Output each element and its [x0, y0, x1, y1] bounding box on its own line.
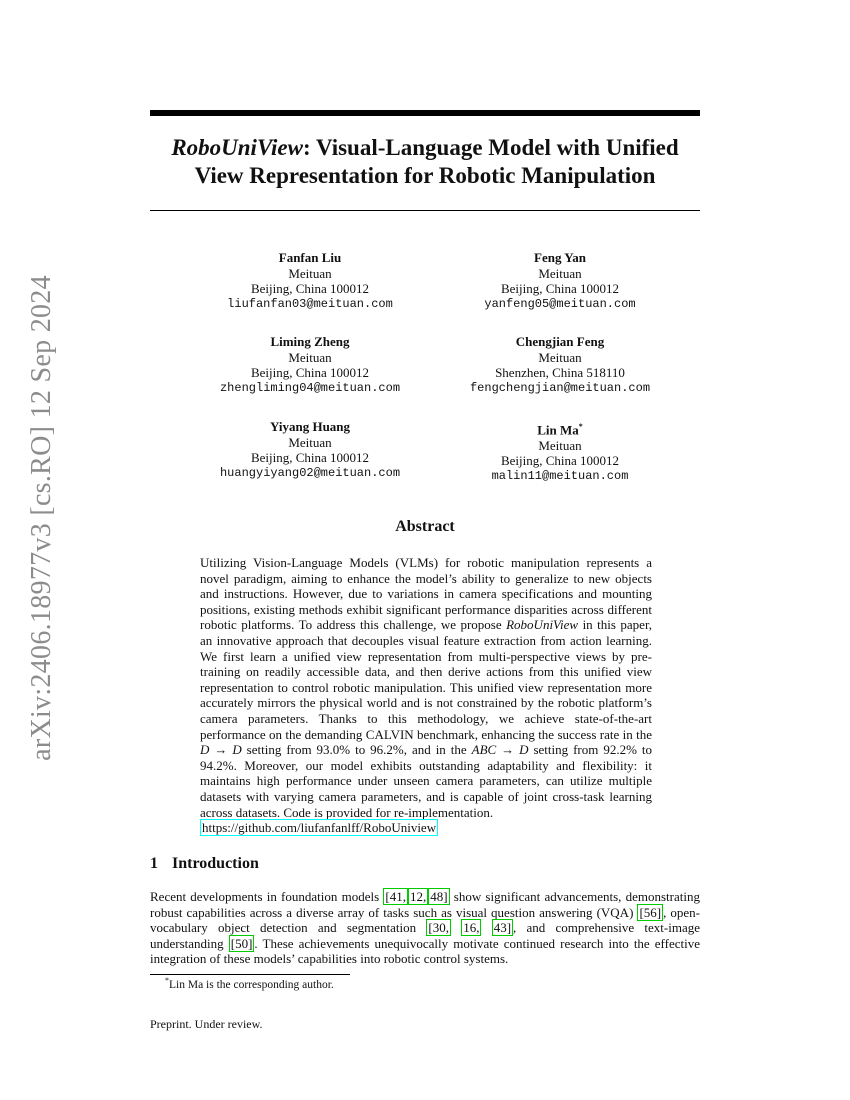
- citation-link[interactable]: 43]: [493, 920, 512, 936]
- abstract-text: [200, 555, 652, 836]
- abstract-segment: Utilizing Vision-Language Models (VLMs) for robotic manipulation represents a novel paradigm, aiming to enhance the model’s ability to generalize to new objects and instructions. However, due to variations in camera specifications and mounting positions, existing methods exhibit significant performance disparities across different robotic platforms. To address this challenge, we propose: [200, 555, 652, 633]
- author-name: Yiyang Huang: [269, 419, 351, 434]
- citation-link[interactable]: 16,: [463, 920, 480, 936]
- citation-link[interactable]: 12,: [409, 889, 427, 904]
- author-block: [430, 334, 690, 396]
- citation-link[interactable]: 48]: [430, 889, 448, 904]
- preprint-note: Preprint. Under review.: [150, 1017, 263, 1031]
- intro-text: . These achievements unequivocally motivate continued research into the effective integration of these models’ capabilities into robotic control systems.: [150, 935, 701, 967]
- footnote: [165, 976, 334, 991]
- author-affiliation: Meituan: [288, 349, 332, 365]
- author-block: [180, 250, 440, 312]
- paper-title: [150, 134, 700, 190]
- citation-link[interactable]: [56]: [639, 904, 662, 920]
- author-email[interactable]: yanfeng05@meituan.com: [484, 296, 636, 311]
- author-email[interactable]: zhengliming04@meituan.com: [219, 380, 401, 395]
- citation-link[interactable]: [30,: [428, 920, 449, 936]
- author-affiliation: Meituan: [538, 437, 582, 453]
- author-affiliation: Meituan: [288, 265, 332, 281]
- math-setting: D → D: [200, 742, 242, 758]
- title-line-1: [150, 134, 700, 162]
- arxiv-identifier-stamp: [20, 274, 64, 761]
- citation-link[interactable]: [41,: [385, 889, 406, 904]
- author-block: [180, 334, 440, 396]
- author-name: Fanfan Liu: [278, 250, 342, 265]
- section-title: Introduction: [172, 855, 259, 872]
- footnote-text: Lin Ma is the corresponding author.: [169, 978, 334, 991]
- method-name: RoboUniView: [506, 617, 579, 633]
- arxiv-id-text: arXiv:2406.18977v3 [cs.RO] 12 Sep 2024: [26, 274, 57, 761]
- abstract-segment: in this paper, an innovative approach that decouples visual feature extraction from action learning. We first learn a unified view representation from multi-perspective views by pre-training on readily accessible data, and then derive actions from this unified view representation to control robotic manipulation. This unified view representation more accurately mirrors the physical world and is not constrained by the robotic platform’s camera parameters. Thanks to this methodology, we achieve state-of-the-art performance on the demanding CALVIN benchmark, enhancing the success rate in the: [200, 617, 652, 742]
- abstract-segment: setting from 93.0% to 96.2%, and in the: [241, 742, 472, 758]
- author-name-text: Lin Ma: [537, 422, 579, 438]
- title-line-1-rest: : Visual-Language Model with Unified: [302, 135, 679, 160]
- author-email[interactable]: malin11@meituan.com: [491, 468, 629, 483]
- author-name: [430, 419, 690, 438]
- section-heading: [150, 855, 259, 873]
- author-address: Shenzhen, China 518110: [495, 365, 625, 380]
- author-block: [180, 419, 440, 481]
- title-method-name: RoboUniView: [171, 135, 303, 160]
- intro-text: , and comprehensive text-image understanding: [150, 920, 701, 951]
- author-address: Beijing, China 100012: [250, 365, 370, 380]
- author-affiliation: Meituan: [538, 265, 582, 281]
- abstract-segment: setting from 92.2% to 94.2%. Moreover, our model exhibits outstanding adaptability and flexibility: it maintains high performance under unseen camera parameters, can utilize multiple datasets with varying camera parameters, and is capable of joint cross-task learning across datasets. Code is provided for re-implementation.: [200, 742, 652, 820]
- title-line-2: View Representation for Robotic Manipulation: [194, 163, 656, 188]
- author-email[interactable]: huangyiyang02@meituan.com: [219, 465, 401, 480]
- author-name: Liming Zheng: [270, 334, 350, 349]
- introduction-paragraph: [150, 889, 700, 967]
- author-name: Feng Yan: [534, 250, 586, 265]
- corresponding-author-marker[interactable]: *: [578, 422, 583, 431]
- author-block: [430, 419, 690, 484]
- intro-text: , open-vocabulary object detection and segmentation: [150, 904, 700, 936]
- author-affiliation: Meituan: [538, 349, 582, 365]
- math-setting: ABC → D: [471, 742, 529, 758]
- intro-text: Recent developments in foundation models: [150, 889, 384, 904]
- citation-link[interactable]: [50]: [230, 935, 253, 951]
- code-repository-link[interactable]: https://github.com/liufanfanlff/RoboUniview: [202, 820, 437, 836]
- author-block: [430, 250, 690, 312]
- author-email[interactable]: liufanfan03@meituan.com: [227, 296, 393, 311]
- author-affiliation: Meituan: [288, 434, 332, 450]
- author-address: Beijing, China 100012: [250, 281, 370, 296]
- abstract-heading: Abstract: [395, 518, 455, 535]
- author-address: Beijing, China 100012: [500, 453, 620, 469]
- author-address: Beijing, China 100012: [500, 281, 620, 296]
- author-name: Chengjian Feng: [515, 334, 605, 349]
- intro-text: show significant advancements, demonstrating robust capabilities across a diverse array of tasks such as visual question answering (VQA): [150, 889, 700, 920]
- author-address: Beijing, China 100012: [250, 450, 370, 465]
- title-bottom-rule: [150, 210, 700, 211]
- footnote-rule: [150, 974, 350, 975]
- section-number: 1: [150, 855, 158, 872]
- author-email[interactable]: fengchengjian@meituan.com: [469, 380, 651, 395]
- title-top-rule: [150, 110, 700, 116]
- footnote-marker: *: [165, 976, 169, 985]
